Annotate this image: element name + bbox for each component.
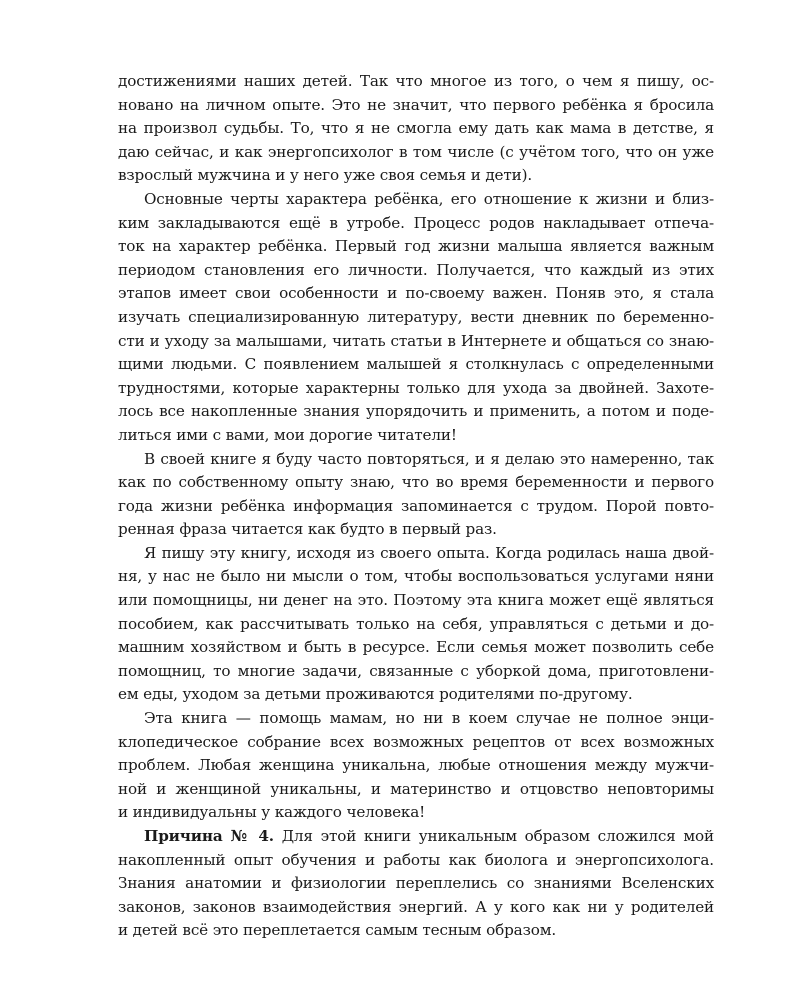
text-line: трудностями, которые характерны только для ухода за двойней. Захоте- [118,378,714,397]
text-line: Эта книга — помощь мамам, но ни в коем случае не полное энци- [144,709,714,728]
paragraph-2 [118,188,714,448]
text-line: даю сейчас, и как энергопсихолог в том числе (с учётом того, что он уже [118,142,714,161]
text-line: законов, законов взаимодействия энергий. А у кого как ни у родителей [118,897,714,916]
text-line: ня, у нас не было ни мысли о том, чтобы воспользоваться услугами няни [118,567,714,586]
text-line: проблем. Любая женщина уникальна, любые отношения между мужчи- [118,756,714,775]
reason-heading: Причина № 4. [144,827,274,845]
text-line: пособием, как рассчитывать только на себя, управляться с детьми и до- [118,614,714,633]
text-line: лось все накопленные знания упорядочить и применить, а потом и поде- [118,402,714,421]
text-line: накопленный опыт обучения и работы как биолога и энергопсихолога. [118,850,714,869]
paragraph-6 [118,825,714,943]
text-line: ким закладываются ещё в утробе. Процесс родов накладывает отпеча- [118,213,714,232]
text-line: взрослый мужчина и у него уже своя семья и дети). [118,166,533,185]
text-line: или помощницы, ни денег на это. Поэтому эта книга может ещё являться [118,591,714,610]
text-line: ной и женщиной уникальны, и материнство и отцовство неповторимы [118,779,714,798]
text-line: щими людьми. С появлением малышей я столкнулась с определенными [118,355,714,374]
text-line: изучать специализированную литературу, вести дневник по беременно- [118,307,714,326]
text-line: литься ими с вами, мои дорогие читатели! [118,425,457,444]
text-line: и детей всё это переплетается самым тесным образом. [118,921,557,940]
paragraph-5 [118,707,714,825]
text-line: этапов имеет свои особенности и по-своему важен. Поняв это, я стала [118,284,714,303]
page-body [118,70,714,943]
text-line: Основные черты характера ребёнка, его отношение к жизни и близ- [144,189,714,208]
text-line: ток на характер ребёнка. Первый год жизни малыша является важным [118,237,714,256]
text-line: помощниц, то многие задачи, связанные с уборкой дома, приготовлени- [118,661,714,680]
text-line: и индивидуальны у каждого человека! [118,803,426,822]
text-line: сти и уходу за малышами, читать статьи в Интернете и общаться со знаю- [118,331,714,350]
text-line: Знания анатомии и физиологии переплелись со знаниями Вселенских [118,874,714,893]
text-line: как по собственному опыту знаю, что во время беременности и первого [118,473,714,492]
text-line: новано на личном опыте. Это не значит, что первого ребёнка я бросила [118,95,714,114]
paragraph-1 [118,70,714,188]
text-line: ренная фраза читается как будто в первый раз. [118,520,497,539]
text-fragment: Для этой книги уникальным образом сложился мой [273,827,715,845]
text-line: клопедическое собрание всех возможных рецептов от всех возможных [118,732,714,751]
text-line [118,825,714,849]
text-line: на произвол судьбы. То, что я не смогла ему дать как мама в детстве, я [118,119,714,138]
paragraph-3 [118,448,714,542]
text-line: Я пишу эту книгу, исходя из своего опыта. Когда родилась наша двой- [144,543,714,562]
text-line: машним хозяйством и быть в ресурсе. Если семья может позволить себе [118,638,714,657]
text-line: достижениями наших детей. Так что многое из того, о чем я пишу, ос- [118,72,714,90]
text-line: В своей книге я буду часто повторяться, и я делаю это намеренно, так [144,449,714,468]
text-line: ем еды, уходом за детьми проживаются родителями по-другому. [118,685,633,704]
text-line: периодом становления его личности. Получается, что каждый из этих [118,260,714,279]
paragraph-4 [118,542,714,707]
text-line: года жизни ребёнка информация запоминается с трудом. Порой повто- [118,496,714,515]
